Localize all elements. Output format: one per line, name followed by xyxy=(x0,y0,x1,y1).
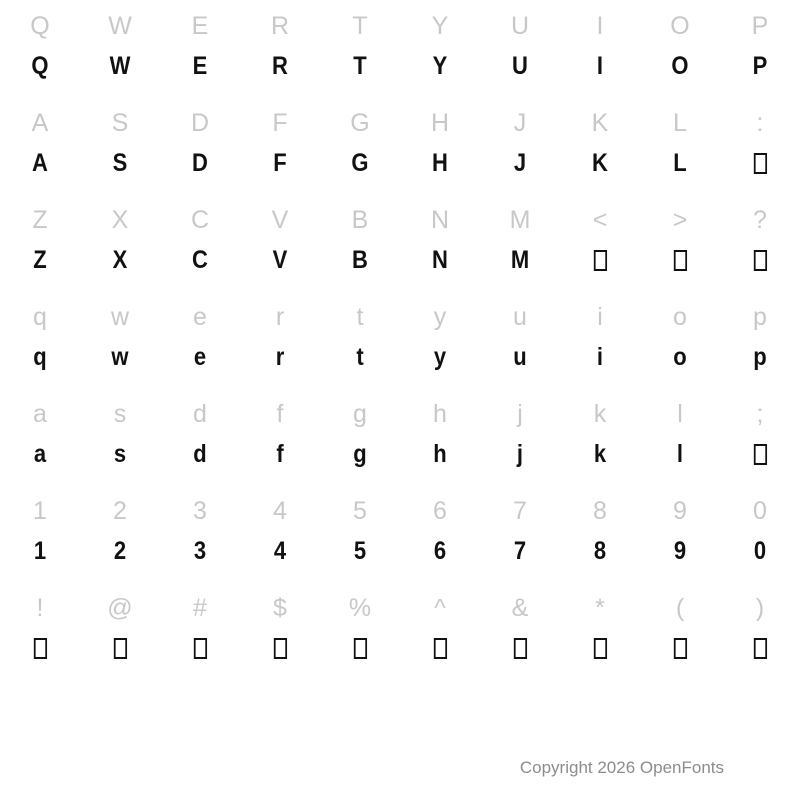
glyph-cell: A xyxy=(32,149,48,177)
notdef-glyph-cell xyxy=(85,630,155,679)
key-label-cell: G xyxy=(350,109,370,137)
notdef-glyph-cell xyxy=(645,630,715,679)
key-label-cell: ! xyxy=(36,594,44,622)
key-label-cell: N xyxy=(430,206,450,234)
key-label-cell: e xyxy=(193,303,207,331)
key-label-cell: O xyxy=(670,12,690,40)
glyph-cell: 4 xyxy=(273,537,287,565)
glyph-cell: f xyxy=(276,440,284,468)
glyph-row xyxy=(0,630,800,679)
notdef-glyph-cell xyxy=(645,242,715,291)
key-label-cell: F xyxy=(272,109,288,137)
glyph-cell: r xyxy=(275,343,285,371)
glyph-cell: Y xyxy=(432,52,448,80)
notdef-box-icon xyxy=(353,638,366,659)
notdef-glyph-cell xyxy=(165,630,235,679)
key-label-cell: < xyxy=(592,206,608,234)
key-label-cell: 6 xyxy=(433,497,447,525)
key-label-cell: h xyxy=(433,400,447,428)
key-label-cell: u xyxy=(513,303,527,331)
key-label-cell: 0 xyxy=(753,497,767,525)
key-label-cell: f xyxy=(276,400,284,428)
key-label-cell: U xyxy=(510,12,530,40)
glyph-cell: q xyxy=(33,343,47,371)
glyph-cell: F xyxy=(273,149,287,177)
notdef-box-icon xyxy=(433,638,446,659)
glyph-cell: G xyxy=(351,149,369,177)
notdef-box-icon xyxy=(753,444,766,465)
key-label-cell: S xyxy=(111,109,129,137)
glyph-cell: O xyxy=(671,52,689,80)
key-label-cell: l xyxy=(677,400,683,428)
glyph-cell: U xyxy=(512,52,528,80)
notdef-box-icon xyxy=(593,638,606,659)
key-label-row xyxy=(0,0,800,48)
character-row xyxy=(0,194,800,291)
key-label-cell: > xyxy=(672,206,688,234)
key-label-cell: Y xyxy=(431,12,449,40)
glyph-cell: 1 xyxy=(33,537,47,565)
key-label-cell: 5 xyxy=(353,497,367,525)
glyph-cell: d xyxy=(193,440,207,468)
notdef-box-icon xyxy=(753,250,766,271)
glyph-cell: W xyxy=(109,52,131,80)
character-row xyxy=(0,0,800,97)
notdef-glyph-cell xyxy=(485,630,555,679)
glyph-cell: X xyxy=(112,246,128,274)
key-label-cell: H xyxy=(430,109,450,137)
glyph-cell: 9 xyxy=(673,537,687,565)
glyph-cell: J xyxy=(513,149,527,177)
notdef-glyph-cell xyxy=(245,630,315,679)
notdef-glyph-cell xyxy=(405,630,475,679)
notdef-glyph-cell xyxy=(725,145,795,194)
key-label-cell: ) xyxy=(755,594,765,622)
key-label-cell: K xyxy=(591,109,609,137)
glyph-cell: B xyxy=(352,246,368,274)
key-label-cell: ? xyxy=(753,206,767,234)
notdef-box-icon xyxy=(513,638,526,659)
key-label-cell: i xyxy=(597,303,603,331)
key-label-cell: 2 xyxy=(113,497,127,525)
glyph-cell: Q xyxy=(31,52,49,80)
glyph-cell: R xyxy=(272,52,288,80)
notdef-box-icon xyxy=(753,638,766,659)
character-row xyxy=(0,582,800,679)
glyph-cell: E xyxy=(192,52,208,80)
key-label-cell: ( xyxy=(675,594,685,622)
glyph-cell: 8 xyxy=(593,537,607,565)
character-row xyxy=(0,291,800,388)
key-label-cell: L xyxy=(673,109,687,137)
copyright-notice: Copyright 2026 OpenFonts xyxy=(519,758,724,777)
notdef-glyph-cell xyxy=(725,630,795,679)
glyph-cell: i xyxy=(596,343,604,371)
glyph-cell: K xyxy=(592,149,608,177)
key-label-cell: R xyxy=(270,12,290,40)
glyph-cell: j xyxy=(516,440,524,468)
glyph-cell: k xyxy=(593,440,607,468)
glyph-row xyxy=(0,533,800,582)
key-label-row xyxy=(0,485,800,533)
glyph-row xyxy=(0,48,800,97)
key-label-cell: 3 xyxy=(193,497,207,525)
notdef-glyph-cell xyxy=(325,630,395,679)
glyph-cell: 0 xyxy=(753,537,767,565)
glyph-row xyxy=(0,339,800,388)
key-label-cell: 9 xyxy=(673,497,687,525)
key-label-cell: t xyxy=(356,303,364,331)
key-label-cell: $ xyxy=(273,594,287,622)
key-label-cell: 7 xyxy=(513,497,527,525)
notdef-box-icon xyxy=(113,638,126,659)
key-label-cell: X xyxy=(111,206,129,234)
notdef-glyph-cell xyxy=(725,242,795,291)
key-label-cell: W xyxy=(108,12,132,40)
glyph-cell: 7 xyxy=(513,537,527,565)
glyph-cell: e xyxy=(193,343,207,371)
key-label-cell: a xyxy=(33,400,47,428)
notdef-box-icon xyxy=(193,638,206,659)
glyph-cell: a xyxy=(33,440,47,468)
key-label-cell: o xyxy=(673,303,687,331)
key-label-cell: ; xyxy=(756,400,764,428)
glyph-cell: T xyxy=(353,52,367,80)
glyph-cell: H xyxy=(432,149,448,177)
key-label-cell: y xyxy=(433,303,447,331)
notdef-box-icon xyxy=(673,250,686,271)
notdef-box-icon xyxy=(753,153,766,174)
key-label-cell: I xyxy=(596,12,604,40)
key-label-cell: B xyxy=(351,206,369,234)
key-label-cell: 4 xyxy=(273,497,287,525)
key-label-row xyxy=(0,388,800,436)
glyph-cell: C xyxy=(192,246,208,274)
key-label-cell: Z xyxy=(32,206,48,234)
key-label-cell: 1 xyxy=(33,497,47,525)
character-row xyxy=(0,485,800,582)
key-label-cell: : xyxy=(756,109,764,137)
glyph-cell: p xyxy=(753,343,767,371)
key-label-cell: # xyxy=(193,594,207,622)
glyph-cell: L xyxy=(673,149,687,177)
key-label-cell: J xyxy=(513,109,527,137)
glyph-cell: t xyxy=(356,343,364,371)
glyph-cell: 2 xyxy=(113,537,127,565)
key-label-cell: w xyxy=(110,303,130,331)
glyph-cell: 5 xyxy=(353,537,367,565)
notdef-box-icon xyxy=(273,638,286,659)
key-label-cell: V xyxy=(271,206,289,234)
glyph-cell: D xyxy=(192,149,208,177)
notdef-box-icon xyxy=(673,638,686,659)
key-label-cell: D xyxy=(190,109,210,137)
key-label-cell: C xyxy=(190,206,210,234)
key-label-cell: @ xyxy=(107,594,133,622)
glyph-cell: g xyxy=(353,440,367,468)
notdef-glyph-cell xyxy=(565,242,635,291)
glyph-row xyxy=(0,145,800,194)
glyph-cell: V xyxy=(272,246,288,274)
key-label-cell: d xyxy=(193,400,207,428)
glyph-row xyxy=(0,436,800,485)
character-row xyxy=(0,388,800,485)
key-label-cell: M xyxy=(509,206,531,234)
key-label-cell: * xyxy=(595,594,605,622)
glyph-cell: 6 xyxy=(433,537,447,565)
notdef-box-icon xyxy=(33,638,46,659)
key-label-row xyxy=(0,582,800,630)
key-label-cell: Q xyxy=(30,12,50,40)
glyph-row xyxy=(0,242,800,291)
key-label-cell: r xyxy=(275,303,285,331)
key-label-cell: s xyxy=(113,400,127,428)
notdef-glyph-cell xyxy=(5,630,75,679)
key-label-cell: q xyxy=(33,303,47,331)
glyph-cell: o xyxy=(673,343,687,371)
key-label-cell: k xyxy=(593,400,607,428)
glyph-cell: h xyxy=(433,440,447,468)
key-label-cell: A xyxy=(31,109,49,137)
key-label-row xyxy=(0,194,800,242)
glyph-cell: w xyxy=(111,343,129,371)
glyph-cell: 3 xyxy=(193,537,207,565)
notdef-box-icon xyxy=(593,250,606,271)
key-label-cell: % xyxy=(348,594,372,622)
notdef-glyph-cell xyxy=(565,630,635,679)
glyph-cell: Z xyxy=(33,246,47,274)
glyph-cell: M xyxy=(510,246,530,274)
key-label-cell: P xyxy=(751,12,769,40)
notdef-glyph-cell xyxy=(725,436,795,485)
glyph-cell: S xyxy=(112,149,128,177)
key-label-cell: E xyxy=(191,12,209,40)
glyph-cell: s xyxy=(113,440,127,468)
key-label-cell: & xyxy=(511,594,529,622)
glyph-cell: y xyxy=(433,343,447,371)
character-row xyxy=(0,97,800,194)
key-label-cell: g xyxy=(353,400,367,428)
key-label-cell: p xyxy=(753,303,767,331)
glyph-cell: N xyxy=(432,246,448,274)
glyph-cell: I xyxy=(596,52,604,80)
glyph-cell: l xyxy=(676,440,684,468)
key-label-row xyxy=(0,97,800,145)
key-label-cell: T xyxy=(352,12,368,40)
glyph-cell: P xyxy=(752,52,768,80)
key-label-cell: ^ xyxy=(434,594,446,622)
key-label-cell: j xyxy=(517,400,523,428)
key-label-cell: 8 xyxy=(593,497,607,525)
glyph-cell: u xyxy=(513,343,527,371)
key-label-row xyxy=(0,291,800,339)
